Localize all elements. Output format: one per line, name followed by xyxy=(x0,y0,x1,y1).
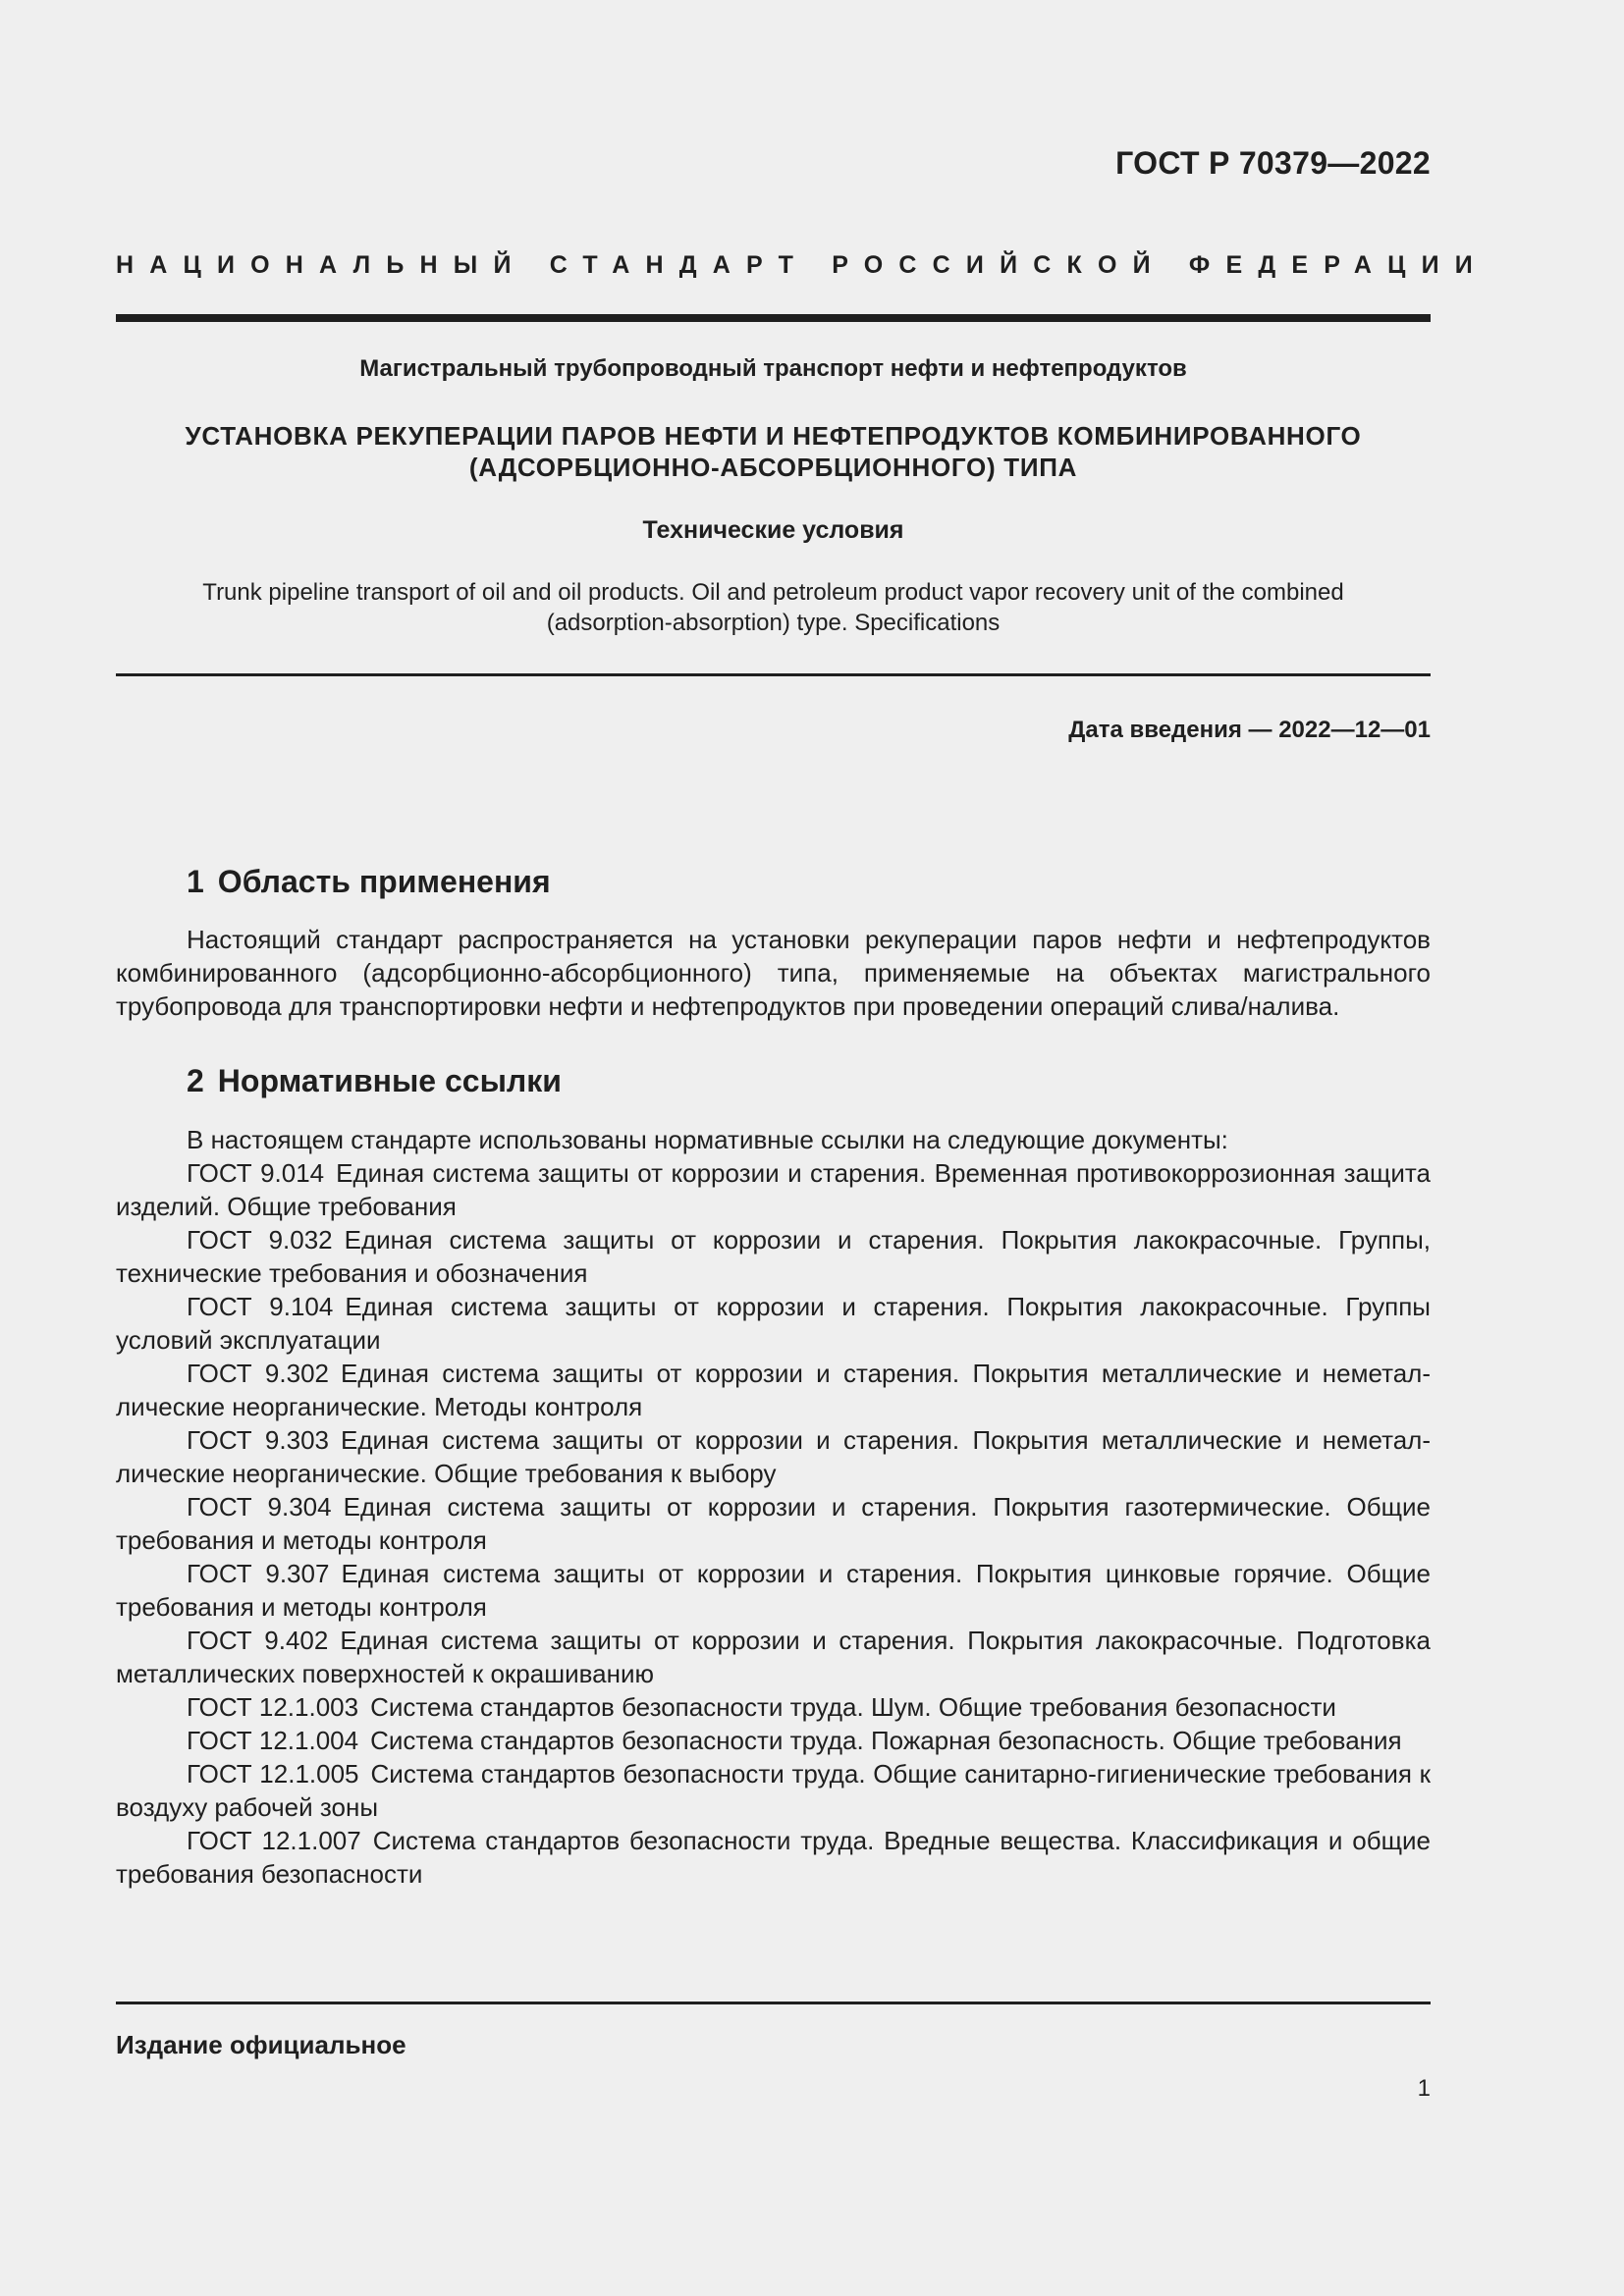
section-1-body xyxy=(116,923,1431,1023)
reference-code: ГОСТ 12.1.004 xyxy=(187,1726,359,1755)
reference-code: ГОСТ 9.302 xyxy=(187,1359,329,1388)
reference-item xyxy=(116,1156,1431,1223)
header-divider xyxy=(116,314,1431,322)
document-title xyxy=(116,420,1431,483)
english-title-line-2: (adsorption-absorption) type. Specifications xyxy=(546,610,1001,636)
english-title xyxy=(155,577,1391,638)
document-subtitle: Магистральный трубопроводный транспорт нефти и нефтепродуктов xyxy=(359,355,1187,382)
document-code: ГОСТ Р 70379—2022 xyxy=(1115,145,1431,181)
reference-code: ГОСТ 9.014 xyxy=(187,1158,325,1188)
title-divider xyxy=(116,673,1431,676)
reference-code: ГОСТ 12.1.005 xyxy=(187,1759,359,1789)
section-2-body xyxy=(116,1123,1431,1891)
edition-label: Издание официальное xyxy=(116,2030,406,2059)
reference-item xyxy=(116,1557,1431,1624)
reference-item xyxy=(116,1290,1431,1357)
reference-title: Единая система защиты от коррозии и старения. Покрытия металлические и неметаллические неорганические. Общие требования к выбору xyxy=(116,1425,1431,1488)
reference-item xyxy=(116,1824,1431,1891)
reference-code: ГОСТ 9.307 xyxy=(187,1559,330,1588)
reference-title: Система стандартов безопасности труда. Общие санитарно-гигиенические требования к воздуху рабочей зоны xyxy=(116,1759,1431,1822)
reference-code: ГОСТ 12.1.003 xyxy=(187,1692,359,1722)
reference-title: Единая система защиты от коррозии и старения. Покрытия цинковые горячие. Общие требования и методы контроля xyxy=(116,1559,1431,1622)
english-title-line-1: Trunk pipeline transport of oil and oil products. Oil and petroleum product vapor recovery unit of the combined xyxy=(202,579,1344,606)
reference-item xyxy=(116,1223,1431,1290)
section-1-title: Область применения xyxy=(217,864,551,899)
reference-code: ГОСТ 9.402 xyxy=(187,1626,329,1655)
section-2-intro: В настоящем стандарте использованы нормативные ссылки на следующие документы: xyxy=(187,1125,1228,1154)
page-number: 1 xyxy=(1417,2075,1431,2102)
reference-item xyxy=(116,1757,1431,1824)
reference-code: ГОСТ 9.104 xyxy=(187,1292,334,1321)
reference-item xyxy=(116,1690,1431,1724)
section-2-heading xyxy=(187,1063,562,1099)
document-title-line-1: УСТАНОВКА РЕКУПЕРАЦИИ ПАРОВ НЕФТИ И НЕФТЕПРОДУКТОВ КОМБИНИРОВАННОГО xyxy=(185,421,1362,451)
reference-item xyxy=(116,1423,1431,1490)
reference-title: Система стандартов безопасности труда. Пожарная безопасность. Общие требования xyxy=(370,1726,1402,1755)
reference-item xyxy=(116,1490,1431,1557)
section-1-heading xyxy=(187,864,551,900)
reference-title: Единая система защиты от коррозии и старения. Покрытия лакокрасочные. Группы, технические требования и обозначения xyxy=(116,1225,1431,1288)
specification-title: Технические условия xyxy=(642,516,904,544)
reference-code: ГОСТ 9.032 xyxy=(187,1225,333,1255)
section-2-number: 2 xyxy=(187,1063,204,1098)
standard-banner: НАЦИОНАЛЬНЫЙ СТАНДАРТ РОССИЙСКОЙ ФЕДЕРАЦИИ xyxy=(116,251,1489,279)
reference-code: ГОСТ 9.303 xyxy=(187,1425,329,1455)
reference-title: Единая система защиты от коррозии и старения. Покрытия металлические и неметаллические неорганические. Методы контроля xyxy=(116,1359,1431,1421)
introduction-date: Дата введения — 2022—12—01 xyxy=(1068,717,1431,743)
footer-divider xyxy=(116,2002,1431,2004)
reference-item xyxy=(116,1724,1431,1757)
reference-code: ГОСТ 12.1.007 xyxy=(187,1826,361,1855)
section-1-paragraph: Настоящий стандарт распространяется на установки рекуперации паров нефти и нефтепродуктов комбинированного (адсорбционно-абсорбционного) типа, применяемые на объектах магистрального трубопровода для транспортировки нефти и нефтепродуктов при проведении операций слива/налива. xyxy=(116,925,1431,1021)
reference-title: Система стандартов безопасности труда. Вредные вещества. Классификация и общие требования безопасности xyxy=(116,1826,1431,1889)
section-1-number: 1 xyxy=(187,864,204,899)
reference-title: Система стандартов безопасности труда. Шум. Общие требования безопасности xyxy=(370,1692,1336,1722)
reference-code: ГОСТ 9.304 xyxy=(187,1492,332,1522)
document-title-line-2: (АДСОРБЦИОННО-АБСОРБЦИОННОГО) ТИПА xyxy=(468,453,1078,482)
reference-title: Единая система защиты от коррозии и старения. Покрытия лакокрасочные. Группы условий эксплуатации xyxy=(116,1292,1431,1355)
reference-item xyxy=(116,1624,1431,1690)
reference-title: Единая система защиты от коррозии и старения. Покрытия газотермические. Общие требования и методы контроля xyxy=(116,1492,1431,1555)
document-page xyxy=(116,0,1489,2296)
reference-title: Единая система защиты от коррозии и старения. Покрытия лакокрасочные. Подготовка металлических поверхностей к окрашиванию xyxy=(116,1626,1431,1688)
section-2-title: Нормативные ссылки xyxy=(217,1063,562,1098)
reference-item xyxy=(116,1357,1431,1423)
reference-title: Единая система защиты от коррозии и старения. Временная противокоррозионная защита изделий. Общие требования xyxy=(116,1158,1431,1221)
